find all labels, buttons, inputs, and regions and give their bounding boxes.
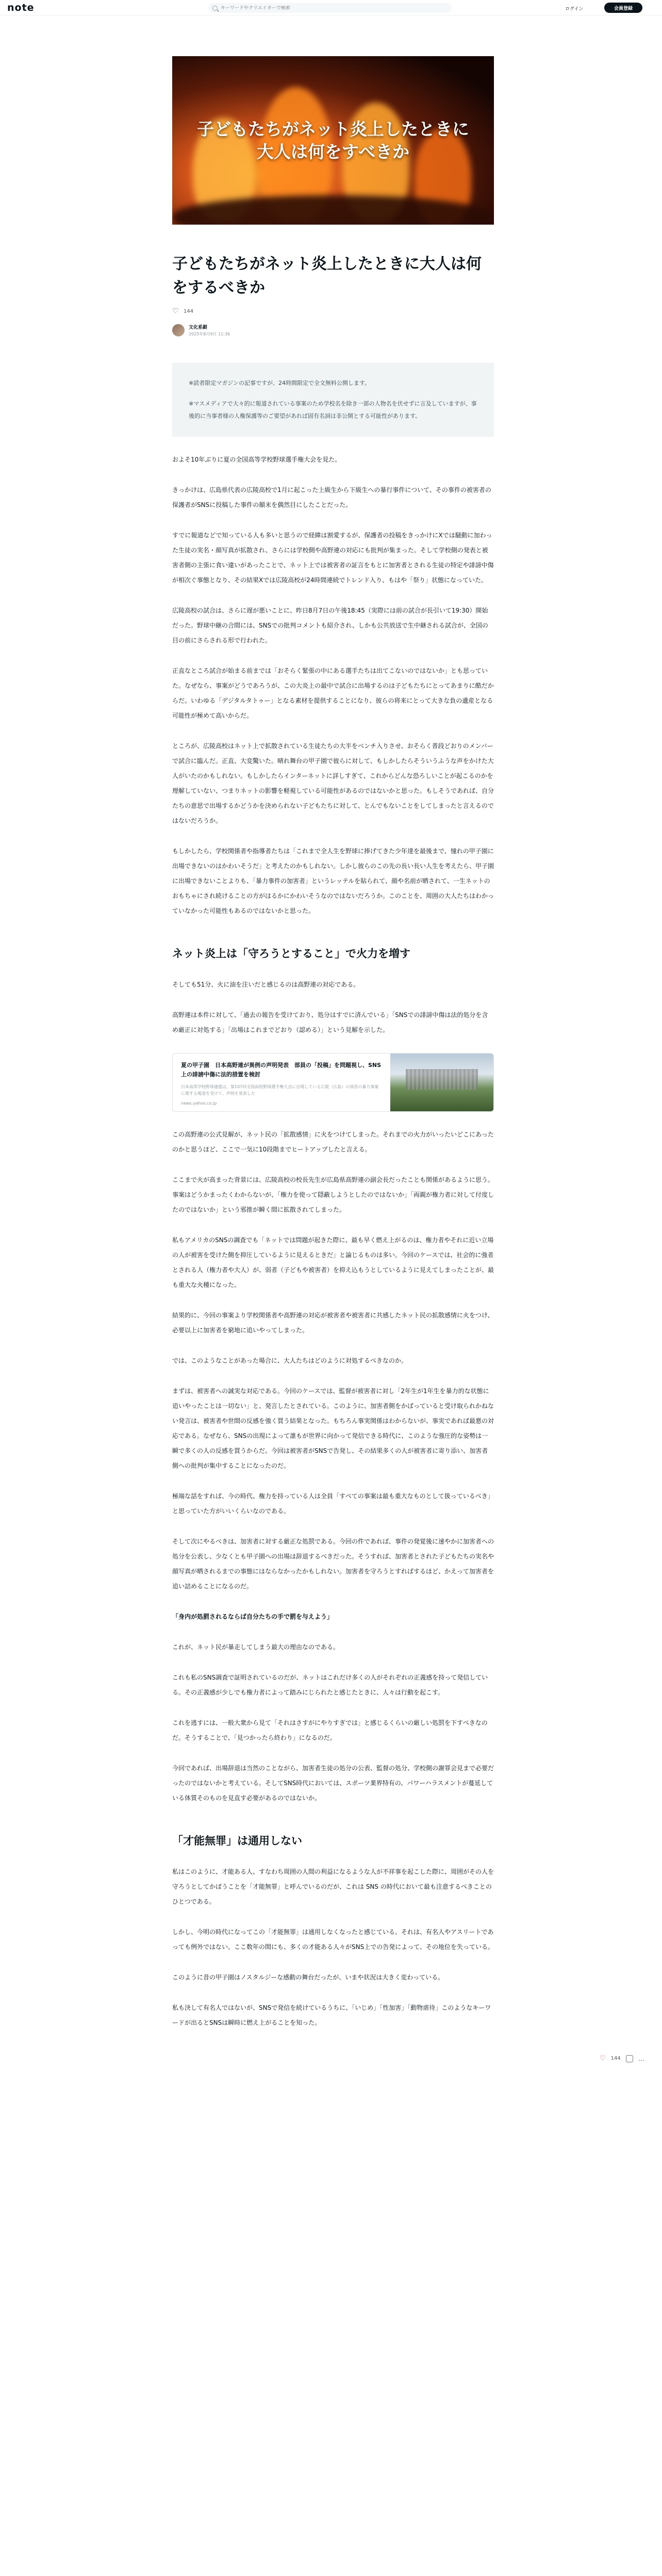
article-body [172,452,494,2030]
paragraph: すでに報道などで知っている人も多いと思うので経緯は割愛するが、保護者の投稿をきっかけにXでは騒動に加わった生徒の実名・顔写真が拡散され、さらには学校側や高野連の対応にも批判が集まった。そして学校側の発表と被害者側の主張に食い違いがあったことで、ネット上では被害者の証言をもとに加害者とされる生徒の特定や誹謗中傷が相次ぐ事態となり、その結果Xでは広陵高校が24時間連続でトレンド入り、もはや「祭り」状態になっていた。 [172,532,494,584]
article [172,252,494,2030]
paragraph: 結果的に、今回の事案より学校関係者や高野連の対応が被害者や被害者に共感したネット民の拡散感情に火をつけ、必要以上に加害者を窮地に追いやってしまった。 [172,1312,494,1334]
note-logo[interactable]: note [7,2,35,13]
likes-count: 144 [184,308,194,314]
hero-title [172,118,494,163]
notice-text: ※マスメディアで大々的に報道されている事案のため学校名を除き一部の人物名を伏せずに言及していますが、事後的に当事者様の人権保護等のご要望があれば固有名詞は非公開とする可能性があります。 [189,400,477,419]
paragraph: これも私のSNS調査で証明されているのだが、ネットはこれだけ多くの人がそれぞれの正義感を持って発信している。その正義感が少しでも権力者によって踏みにじられたと感じたときに、人々は行動を起こす。 [172,1674,488,1696]
author-meta [189,324,230,337]
paragraph: 私も決して有名人ではないが、SNSで発信を続けているうちに、「いじめ」「性加害」「動物虐待」このようなキーワードが出るとSNSは瞬時に燃え上がることを知った。 [172,2004,491,2026]
heart-icon[interactable]: ♡ [172,307,179,315]
embed-url: news.yahoo.co.jp [181,1101,217,1106]
link-embed-card[interactable] [172,1053,494,1112]
author-name[interactable]: 文化系銀 [189,325,208,330]
floating-actions [600,2055,645,2062]
section-heading: 「才能無罪」は通用しない [172,1835,302,1847]
paragraph: 正直なところ試合が始まる前までは「おそらく緊張の中にある選手たちは出てこないのではないか」とも思っていた。なぜなら、事案がどうであろうが、この大炎上の最中で試合に出場するのは子どもたちにとってあまりに酷だからだ。いわゆる「デジタルタトゥー」となる素材を提供することになり、彼らの将来にとって大きな負の遺産となる可能性が極めて高いからだ。 [172,667,494,719]
paragraph: そしても51分、火に油を注いだと感じるのは高野連の対応である。 [172,981,360,988]
paragraph: このように昔の甲子園はノスタルジーな感動の舞台だったが、いまや状況は大きく変わっている。 [172,1974,444,1981]
paragraph: これを逃すには、一般大衆から見て「それはさすがにやりすぎでは」と感じるくらいの厳しい処罰を下すべきなのだ。そうすることで、「見つかったら終わり」になるのだ。 [172,1719,488,1741]
notice-box [172,363,494,437]
like-row [172,307,494,315]
embed-title: 夏の甲子園 日本高野連が異例の声明発表 部員の「投稿」を問題視し、SNS上の誹謗中傷に法的措置を検討 [181,1062,382,1078]
notice-text: ※読者限定マガジンの記事ですが、24時間限定で全文無料公開します。 [189,380,371,386]
embed-thumbnail [390,1054,493,1111]
article-title: 子どもたちがネット炎上したときに大人は何をするべきか [172,255,482,297]
search-box[interactable] [208,3,452,13]
share-icon[interactable] [626,2055,633,2062]
paragraph: しかし、今明の時代になってこの「才能無罪」は通用しなくなったと感じている。それは、有名人やアスリートであっても例外ではない。ここ数年の間にも、多くの才能ある人々がSNS上での告発によって、その地位を失っている。 [172,1928,494,1951]
paragraph: ここまで火が高まった背景には、広陵高校の校長先生が広島県高野連の副会長だったことも関係があるように思う。事案はどうかまったくわからないが、「権力を使って隠蔽しようとしたのではないか」「両親が権力者に対して付度したのではないか」という邪推が瞬く間に拡散されてしまった。 [172,1176,494,1213]
paragraph: 今回であれば、出場辞退は当然のことながら、加害者生徒の処分の公表、監督の処分、学校側の謝罪会見まで必要だったのではないかと考えている。そしてSNS時代においては、スポーツ業界特有の、パワーハラスメントが蔓延している体質そのものを見直す必要があるのではないか。 [172,1765,494,1802]
search-input[interactable] [221,6,437,11]
paragraph: もしかしたら、学校関係者や指導者たちは「これまで全人生を野球に捧げてきた少年達を最後まで、憧れの甲子園に出場できないのはかわいそうだ」と考えたのかもしれない。しかし彼らのこの先の長い長い人生を考えたら、甲子園に出場できないことよりも、「暴力事件の加害者」というレッテルを貼られて、顔や名前が晒されて、一生ネットのおもちゃにされ続けることの方がはるかにかわいそうなのではないだろうか。このことを、周囲の大人たちはわかっていなかった可能性もあるのではないかと思った。 [172,848,494,914]
embed-description: 日本高等学校野球連盟は、第107回全国高校野球選手権大会に出場している広陵（広島）の部員の暴力事案に関する報道を受けて、声明を発表した [181,1084,379,1096]
like-heart-icon[interactable]: ♡ [600,2055,606,2062]
paragraph: 私はこのように、才能ある人、すなわち周囲の人間の利益になるような人が不祥事を起こした際に、周囲がその人を守ろうとしてかばうことを「才能無罪」と呼んでいるのだが、これは SNS の時代において最も注意するべきことのひとつである。 [172,1868,494,1905]
section-heading: ネット炎上は「守ろうとすること」で火力を増す [172,947,410,960]
paragraph: 私もアメリカのSNSの調査でも「ネットでは問題が起きた際に、最も早く燃え上がるのは、権力者やそれに近い立場の人が被害を受けた側を抑圧しているように見えるときだ」と論じるものは多い。今回のケースでは、社会的に強者とされる人（権力者や大人）が、弱者（子どもや被害者）を抑え込もうとしているように見えてしまったことが、最も重大な火種になった。 [172,1236,494,1289]
login-button[interactable]: ログイン [561,3,588,14]
post-date: 2025年8月9日 11:36 [189,332,230,336]
hero-image [172,56,494,225]
paragraph: この高野連の公式見解が、ネット民の「拡散感情」に火をつけてしまった。それまでの火力がいったいどこにあったのかと思うほど、ここで一気に10段階までヒートアップしたと言える。 [172,1131,494,1153]
author-row [172,324,494,337]
paragraph: ところが、広陵高校はネット上で拡散されている生徒たちの大半をベンチ入りさせ、おそらく普段どおりのメンバーで試合に臨んだ。正直、大変驚いた。晴れ舞台の甲子園で彼らに対して、もしかしたらそういうふうな声をかけた大人がいたのかもしれない。もしかしたらインターネットに詳しすぎて、これからどんな恐ろしいことが起こるのかを理解していない、つまりネットの影響を軽視している可能性があるのではないかと思った。もしそうであれば、自分たちの意思で出場するかどうかを決められない子どもたちに対して、とんでもないことをしてしまったと言えるのではないだろうか。 [172,742,494,824]
more-options-icon[interactable]: … [638,2055,645,2062]
bold-quote: 「身内が処罰されるならば自分たちの手で罰を与えよう」 [172,1613,334,1620]
hero-title-line1: 子どもたちがネット炎上したときに [197,119,469,139]
paragraph: では、このようなことがあった場合に、大人たちはどのように対処するべきなのか。 [172,1357,407,1364]
paragraph: 極端な話をすれば、今の時代、権力を持っている人は全員「すべての事案は最も重大なものとして扱っているべき」と思っていた方がいいくらいなのである。 [172,1493,494,1515]
paragraph: およそ10年ぶりに夏の全国高等学校野球選手権大会を見た。 [172,456,341,463]
paragraph: きっかけは、広島県代表の広陵高校で1月に起こった上級生から下級生への暴行事件について、その事件の被害者の保護者がSNSに投稿した事件の顛末を偶然目にしたことだった。 [172,486,491,509]
hero-title-line2: 大人は何をすべきか [256,142,410,162]
signup-button[interactable]: 会員登録 [604,3,642,13]
avatar[interactable] [172,324,185,336]
search-icon [212,6,218,11]
paragraph: 広陵高校の試合は、さらに遅が悪いことに、昨日8月7日の午後18:45（実際には前の試合が長引いて19:30）開始だった。野球中継の合間には、SNSでの批判コメントも紹介され、しかも公共放送で生中継される試合が、全国の目の前にさらされる形で行われた。 [172,607,488,644]
side-likes-count: 144 [610,2056,621,2061]
paragraph: 高野連は本件に対して、「過去の報告を受けており、処分はすでに済んでいる」「SNSでの誹謗中傷は法的処分を含め厳正に対処する」「出場はこれまでどおり（認める）」という見解を示した。 [172,1011,488,1033]
paragraph: まずは、被害者への誠実な対応である。今回のケースでは、監督が被害者に対し「2年生が1年生を暴力的な状態に追いやったことは一切ない」と、発言したとされている。このように、加害者側をかばっていると受け取られかねない発言は、被害者や世間の反感を強く買う結果となった。もちろん事実関係はわからないが、事実であれば最悪の対応である。なぜなら、SNSの出現によって誰もが世界に向かって発信できる時代に、このような強圧的な姿勢は一瞬で多くの人の反感を買うからだ。今回は被害者がSNSで告発し、その結果多くの人が被害者に寄り添い、加害者側への批判が集中することになったのだ。 [172,1387,494,1469]
top-navigation-bar [0,0,662,15]
paragraph: これが、ネット民が暴走してしまう最大の理由なのである。 [172,1643,340,1651]
embed-text [173,1054,390,1111]
paragraph: そして次にやるべきは、加害者に対する厳正な処罰である。今回の件であれば、事件の発覚後に速やかに加害者への処分を公表し、少なくとも甲子園への出場は辞退するべきだった。そうすれば、加害者とされた子どもたちの実名や顔写真が晒されるまでの事態にはならなかったかもしれない。加害者を守ろうとすればするほど、かえって加害者を追い詰めることになるのだ。 [172,1538,494,1590]
